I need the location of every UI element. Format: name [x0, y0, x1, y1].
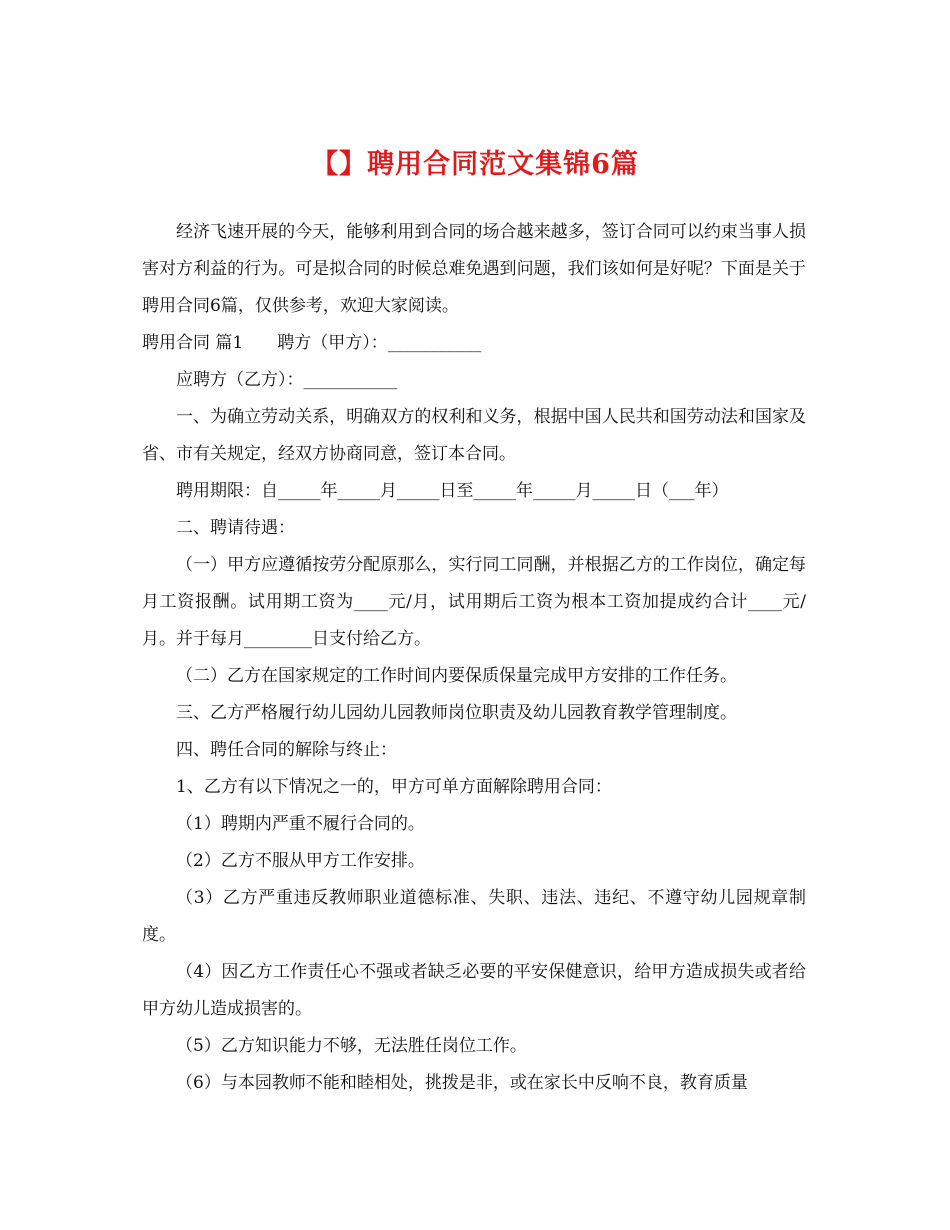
clause-paragraph: 三、乙方严格履行幼儿园幼儿园教师岗位职责及幼儿园教育教学管理制度。: [176, 703, 737, 723]
clause-paragraph: 1、乙方有以下情况之一的，甲方可单方面解除聘用合同：: [176, 777, 612, 797]
list-item: （4）因乙方工作责任心不强或者缺乏必要的平安保健意识，给甲方造成损失或者给甲方幼儿造成损害的。: [142, 962, 806, 1019]
clause-paragraph: 一、为确立劳动关系，明确双方的权利和义务，根据中国人民共和国劳动法和国家及省、市有关规定，经双方协商同意，签订本合同。: [142, 407, 806, 464]
clause-paragraph: 四、聘任合同的解除与终止：: [176, 740, 397, 760]
section-heading-line: [142, 325, 806, 362]
clause-paragraph: （二）乙方在国家规定的工作时间内要保质保量完成甲方安排的工作任务。: [176, 666, 737, 686]
term-paragraph: 聘用期限：自_____年_____月_____日至_____年_____月_____日（___年）: [176, 481, 729, 501]
list-item: （6）与本园教师不能和睦相处，挑拨是非，或在家长中反响不良，教育质量: [176, 1073, 748, 1093]
intro-paragraph: 经济飞速开展的今天，能够利用到合同的场合越来越多，签订合同可以约束当事人损害对方利益的行为。可是拟合同的时候总难免遇到问题，我们该如何是好呢？下面是关于聘用合同6篇，仅供参考，欢迎大家阅读。: [142, 222, 806, 316]
party-a-line: 聘方（甲方）：___________: [277, 333, 482, 353]
document-body: [142, 214, 806, 1102]
list-item: （2）乙方不服从甲方工作安排。: [176, 851, 425, 871]
clause-paragraph: 二、聘请待遇：: [176, 518, 295, 538]
section-label: 聘用合同 篇1: [142, 333, 244, 353]
party-b-line: 应聘方（乙方）：___________: [176, 370, 397, 390]
document-title: 【】聘用合同范文集锦6篇: [311, 149, 639, 180]
list-item: （1）聘期内严重不履行合同的。: [176, 814, 425, 834]
clause-paragraph: （一）甲方应遵循按劳分配原那么，实行同工同酬，并根据乙方的工作岗位，确定每月工资报酬。试用期工资为____元/月，试用期后工资为根本工资加提成约合计____元/月。并于每月________日支付给乙方。: [142, 555, 806, 649]
list-item: （5）乙方知识能力不够，无法胜任岗位工作。: [176, 1036, 527, 1056]
list-item: （3）乙方严重违反教师职业道德标准、失职、违法、违纪、不遵守幼儿园规章制度。: [142, 888, 806, 945]
